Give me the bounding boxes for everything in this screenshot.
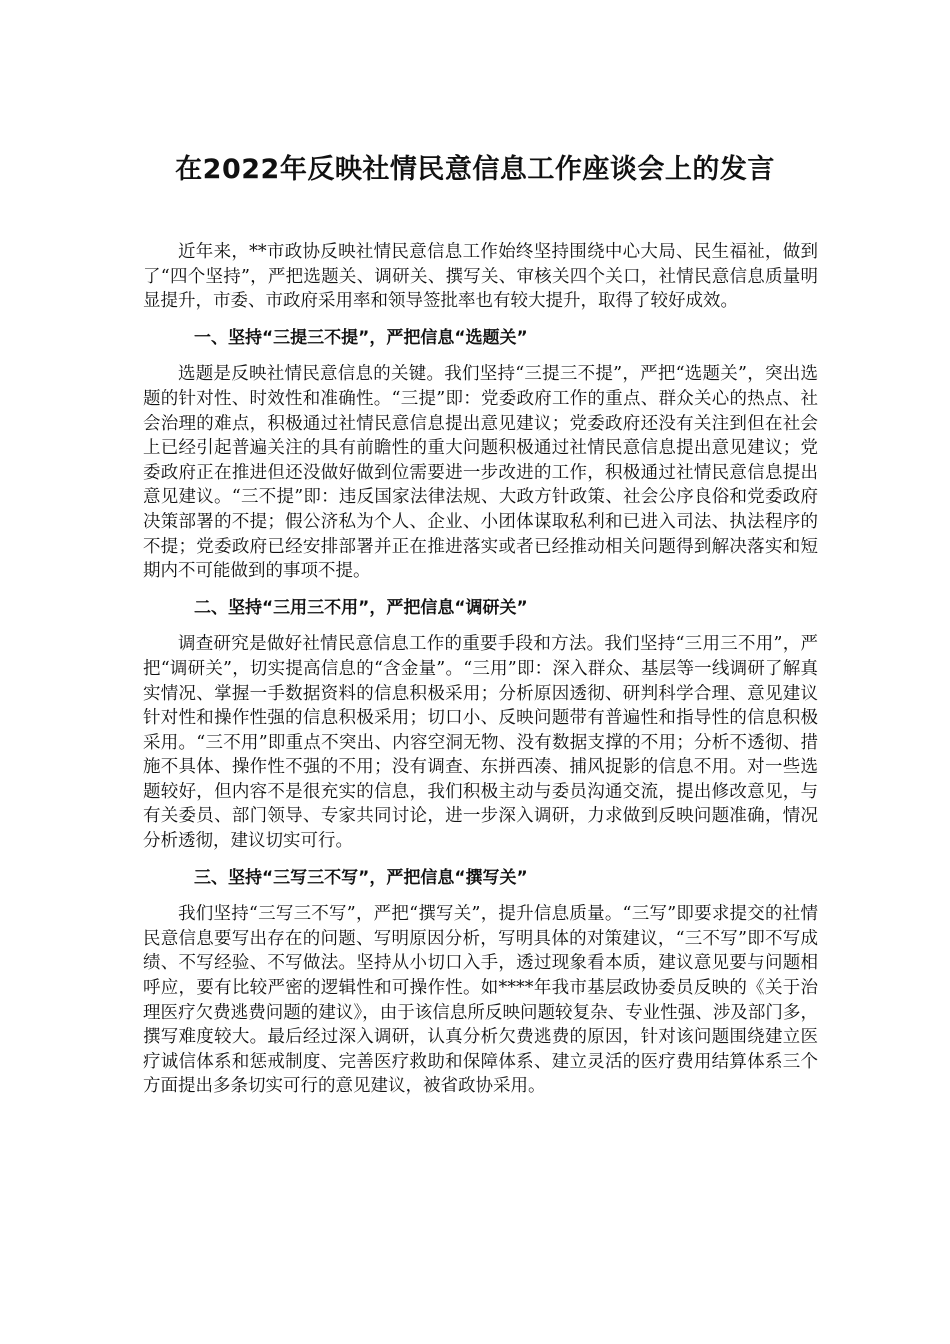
section-heading-3: 三、坚持“三写三不写”，严把信息“撰写关” [194, 867, 528, 888]
document-body [143, 240, 818, 1111]
section-paragraph-1: 选题是反映社情民意信息的关键。我们坚持“三提三不提”，严把“选题关”，突出选题的针对性、时效性和准确性。“三提”即：党委政府工作的重点、群众关心的热点、社会治理的难点，积极通过社情民意信息提出意见建议；党委政府还没有关注到但在社会上已经引起普遍关注的具有前瞻性的重大问题积极通过社情民意信息提出意见建议；党委政府正在推进但还没做好做到位需要进一步改进的工作，积极通过社情民意信息提出意见建议。“三不提”即：违反国家法律法规、大政方针政策、社会公序良俗和党委政府决策部署的不提；假公济私为个人、企业、小团体谋取私利和已进入司法、执法程序的不提；党委政府已经安排部署并正在推进落实或者已经推动相关问题得到解决落实和短期内不可能做到的事项不提。 [143, 364, 818, 582]
section-paragraph-3: 我们坚持“三写三不写”，严把“撰写关”，提升信息质量。“三写”即要求提交的社情民意信息要写出存在的问题、写明原因分析，写明具体的对策建议，“三不写”即不写成绩、不写经验、不写做法。坚持从小切口入手，透过现象看本质，建议意见要与问题相呼应，要有比较严密的逻辑性和可操作性。如****年我市基层政协委员反映的《关于治理医疗欠费逃费问题的建议》，由于该信息所反映问题较复杂、专业性强、涉及部门多，撰写难度较大。最后经过深入调研，认真分析欠费逃费的原因，针对该问题围绕建立医疗诚信体系和惩戒制度、完善医疗救助和保障体系、建立灵活的医疗费用结算体系三个方面提出多条切实可行的意见建议，被省政协采用。 [143, 904, 818, 1097]
intro-paragraph: 近年来，**市政协反映社情民意信息工作始终坚持围绕中心大局、民生福祉，做到了“四个坚持”，严把选题关、调研关、撰写关、审核关四个关口，社情民意信息质量明显提升，市委、市政府采用率和领导签批率也有较大提升，取得了较好成效。 [143, 242, 818, 312]
section-heading-2: 二、坚持“三用三不用”，严把信息“调研关” [194, 597, 528, 618]
section-paragraph-2: 调查研究是做好社情民意信息工作的重要手段和方法。我们坚持“三用三不用”，严把“调研关”，切实提高信息的“含金量”。“三用”即：深入群众、基层等一线调研了解真实情况、掌握一手数据资料的信息积极采用；分析原因透彻、研判科学合理、意见建议针对性和操作性强的信息积极采用；切口小、反映问题带有普遍性和指导性的信息积极采用。“三不用”即重点不突出、内容空洞无物、没有数据支撑的不用；分析不透彻、措施不具体、操作性不强的不用；没有调查、东拼西凑、捕风捉影的信息不用。对一些选题较好，但内容不是很充实的信息，我们积极主动与委员沟通交流，提出修改意见，与有关委员、部门领导、专家共同讨论，进一步深入调研，力求做到反映问题准确，情况分析透彻，建议切实可行。 [143, 634, 818, 852]
section-heading-1: 一、坚持“三提三不提”，严把信息“选题关” [194, 327, 528, 348]
document-title: 在2022年反映社情民意信息工作座谈会上的发言 [175, 154, 775, 185]
